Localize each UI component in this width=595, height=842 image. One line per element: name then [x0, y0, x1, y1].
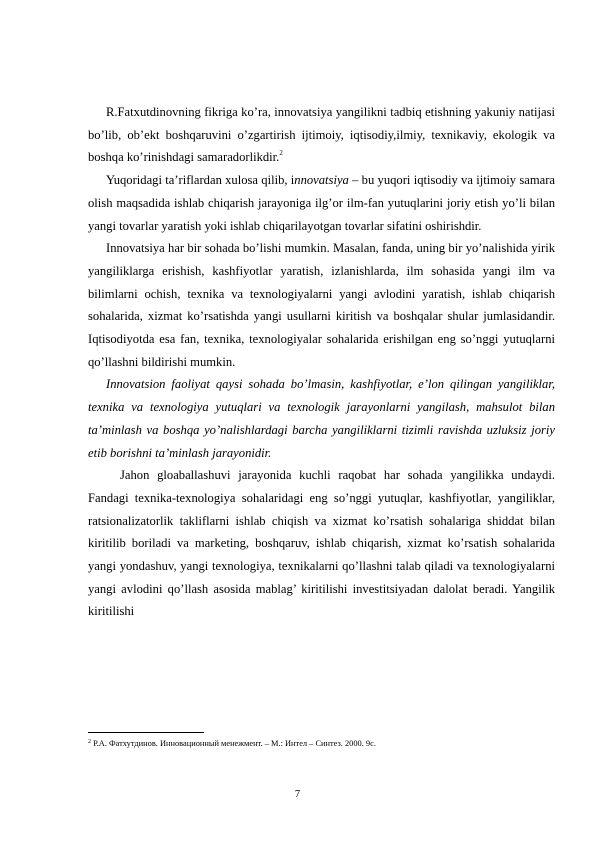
paragraph-text: R.Fatxutdinovning fikriga ko’ra, innovatsiya yangilikni tadbiq etishning yakuniy natijasi bo’lib, ob’ekt boshqaruvini o’zgartirish ijtimoiy, iqtisodiy,ilmiy, texnikaviy, ekologik va boshqa ko’rinishdagi samaradorlikdir. — [88, 105, 555, 165]
paragraph-text-after: – bu yuqori iqtisodiy va ijtimoiy samara olish maqsadida ishlab chiqarish jarayoniga ilg’or ilm-fan yutuqlarini joriy etish yo’li bilan yangi tovarlar yaratish yoki ishlab chiqarilayotgan tovarlar sifatini oshirishdir. — [88, 173, 555, 233]
paragraph-globalization: Jahon gloaballashuvi jarayonida kuchli raqobat har sohada yangilikka undaydi. Fandagi texnika-texnologiya sohalaridagi eng so’nggi yutuqlar, kashfiyotlar, yangiliklar, ratsionalizatorlik takliflarni ishlab chiqish va xizmat ko’rsatish sohalariga shiddat bilan kiritilib boriladi va marketing, boshqaruv, ishlab chiqarish, xizmat ko’rsatish sohalarida yangi yondashuv, yangi texnologiya, texnikalarni qo’llashni talab qiladi va texnologiyalarni yangi avlodini qo’llash asosida mablag’ kiritilishi investitsiyadan dalolat beradi. Yangilik kiritilishi — [88, 468, 555, 619]
page-number: 7 — [294, 789, 301, 800]
paragraph-innovation-summary — [88, 169, 555, 237]
footnote-text: Р.А. Фатхутдинов. Инновационный менежмент. – М.: Интел – Синтез. 2000. 9с. — [91, 739, 376, 748]
paragraph-innovation-activity: Innovatsion faoliyat qaysi sohada bo’lmasin, kashfiyotlar, e’lon qilingan yangiliklar, texnika va texnologiya yutuqlari va texnologik jarayonlarni yangilash, mahsulot bilan ta’minlash va boshqa yo’nalishlardagi barcha yangiliklarni tizimli ravishda uzluksiz joriy etib borishni ta’minlash jarayonidir. — [88, 377, 555, 460]
paragraph-text-before: Yuqoridagi ta’riflardan xulosa qilib, i — [106, 173, 295, 188]
footnote-separator — [88, 732, 204, 733]
footnote — [88, 738, 555, 750]
paragraph-innovation-fields: Innovatsiya har bir sohada bo’lishi mumkin. Masalan, fanda, uning bir yo’nalishida yirik yangiliklarga erishish, kashfiyotlar yaratish, izlanishlarda, ilm sohasida yangi ilm va bilimlarni ochish, texnika va texnologiyalarni yangi avlodini yaratish, ishlab chiqarish sohalarida, xizmat ko’rsatishda yangi usullarni kiritish va boshqalar shular jumlasidandir. Iqtisodiyotda esa fan, texnika, texnologiyalar sohalarida erishilgan eng so’nggi yutuqlarni qo’llashni bildirishi mumkin. — [88, 241, 555, 369]
footnote-mark: 2 — [88, 739, 91, 745]
italic-term: nnovatsiya — [294, 173, 349, 188]
footnote-reference: 2 — [279, 149, 283, 158]
body-text — [88, 101, 555, 623]
paragraph-fatxutdinov-definition — [88, 101, 555, 169]
